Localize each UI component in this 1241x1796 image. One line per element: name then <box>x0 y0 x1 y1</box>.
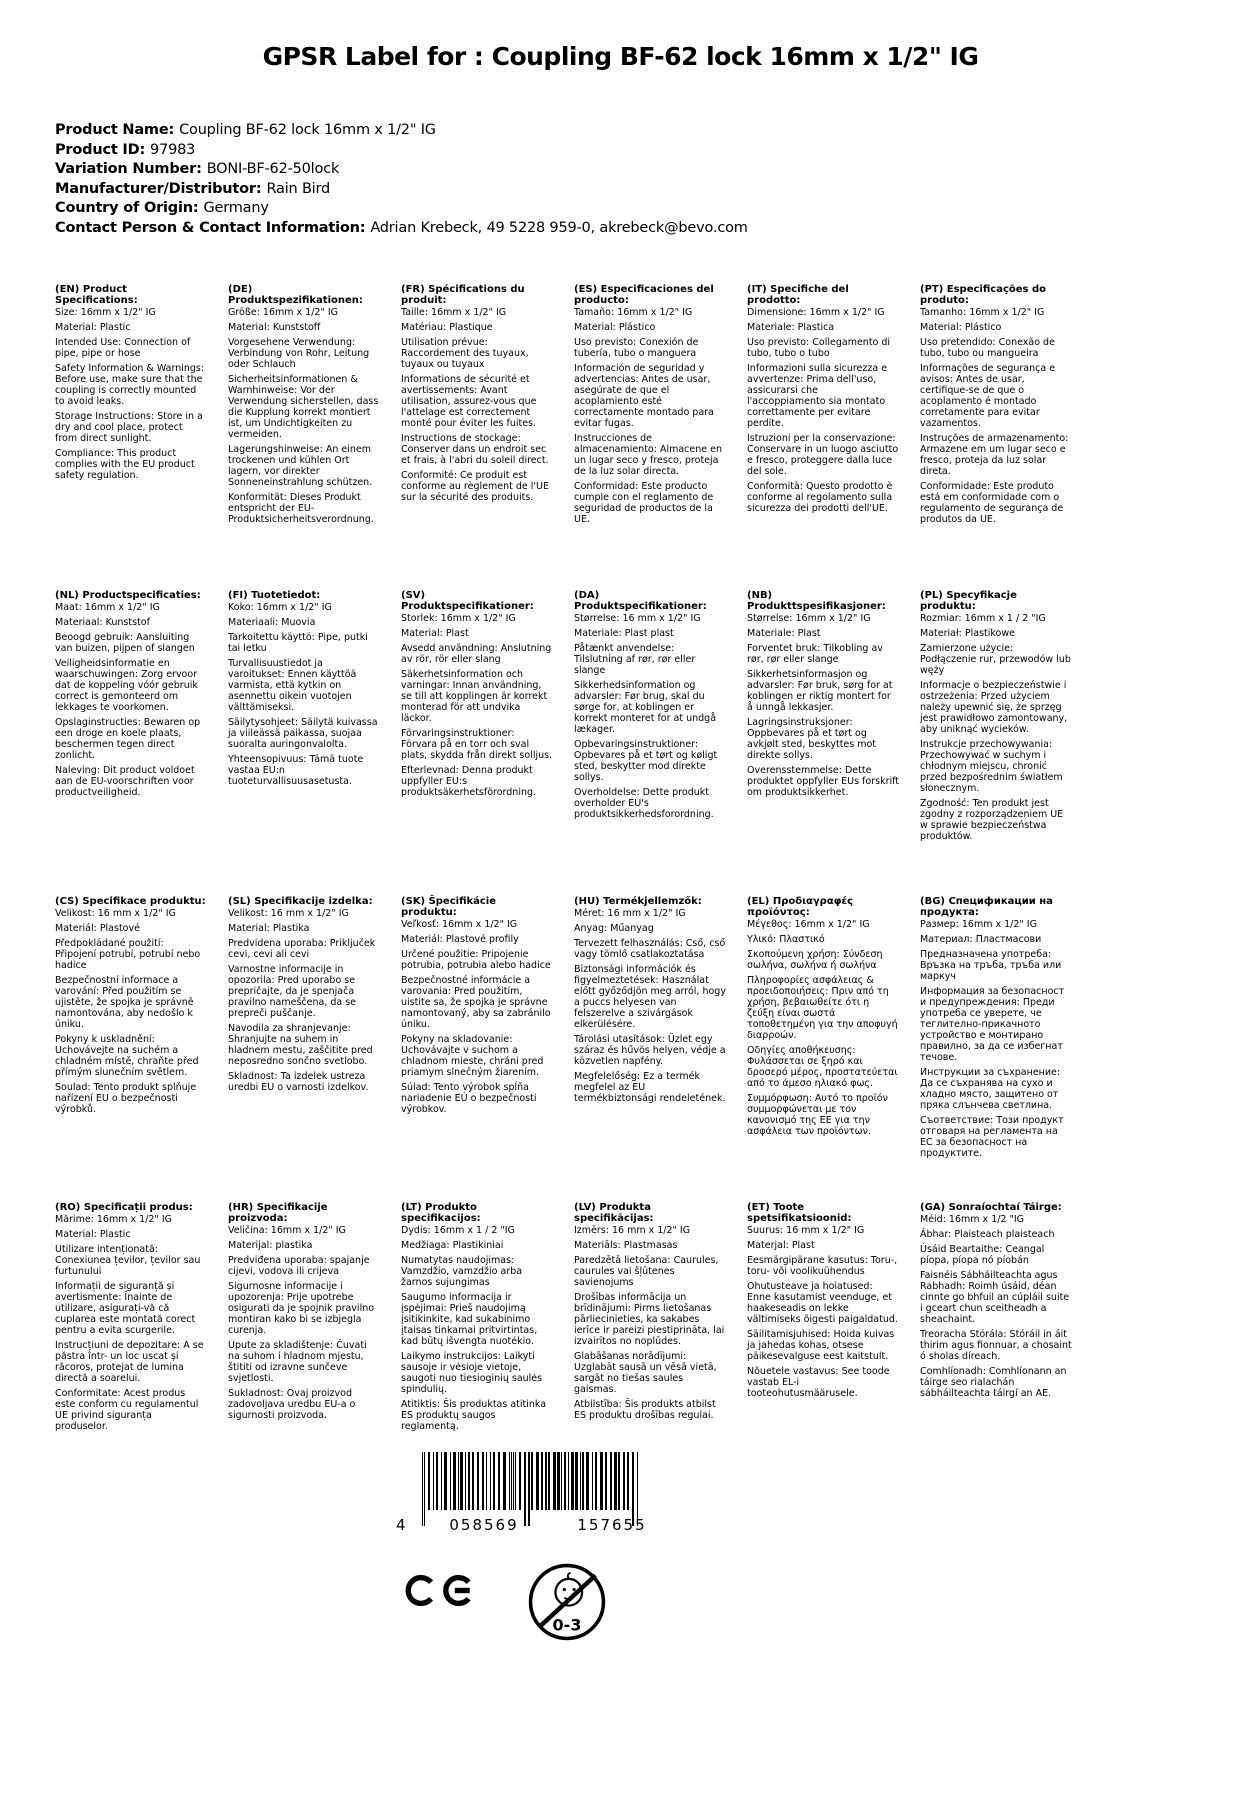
spec-line: Информация за безопасност и предупреждения: Преди употреба се уверете, че теглително-прикачното устройство е монтирано правилно, за да се избегнат течове. <box>920 986 1065 1063</box>
barcode-bar <box>519 1452 521 1510</box>
spec-line: Utilizare intenționată: Conexiunea țevilor, țevilor sau furtunului <box>55 1244 201 1277</box>
spec-line: Vorgesehene Verwendung: Verbindung von Rohr, Leitung oder Schlauch <box>228 337 370 370</box>
spec-line: Size: 16mm x 1/2" IG <box>55 307 156 318</box>
spec-line: Conformità: Questo prodotto è conforme al regolamento sulla sicurezza dei prodotti dell'UE. <box>747 481 893 514</box>
spec-line: Información de seguridad y advertencias: Antes de usar, asegúrate de que el acoplamiento esté correctamente montado para evitar fugas. <box>574 363 714 429</box>
spec-block-title: (DA) Produktspecifikationer: <box>574 590 707 612</box>
spec-line: Sikkerhedsinformation og advarsler: Før brug, skal du sørge for, at koblingen er korrekt monteret for at undgå lækager. <box>574 680 717 735</box>
barcode-bar <box>605 1452 607 1510</box>
spec-line: Storlek: 16mm x 1/2" IG <box>401 613 516 624</box>
spec-line: Informations de sécurité et avertissements: Avant utilisation, assurez-vous que l'attelage est correctement monté pour éviter les fuites. <box>401 374 537 429</box>
spec-line: Instructions de stockage: Conserver dans un endroit sec et frais, à l'abri du soleil direct. <box>401 433 549 466</box>
product-info-label: Product ID: <box>55 141 146 158</box>
spec-line: Tamanho: 16mm x 1/2" IG <box>920 307 1045 318</box>
barcode-bar <box>536 1452 539 1510</box>
product-info-value: Rain Bird <box>266 180 331 197</box>
spec-line: Méid: 16mm x 1/2 "IG <box>920 1214 1025 1225</box>
spec-line: Materiál: Plastové <box>55 923 140 934</box>
spec-line: Съответствие: Този продукт отговаря на регламента на ЕС за безопасност на продуктите. <box>920 1115 1064 1159</box>
spec-line: Material: Plástico <box>920 322 1002 333</box>
spec-line: Glabāšanas norādījumi: Uzglabāt sausā un vēsā vietā, sargāt no tiešas saules gaismas. <box>574 1351 717 1395</box>
spec-line: Suurus: 16 mm x 1/2" IG <box>747 1225 865 1236</box>
spec-line: Velikost: 16 mm x 1/2" IG <box>55 908 176 919</box>
barcode-bar <box>453 1452 456 1510</box>
spec-line: Ábhar: Plaisteach plaisteach <box>920 1229 1055 1240</box>
spec-line: Izmērs: 16 mm x 1/2" IG <box>574 1225 691 1236</box>
spec-line: Uso pretendido: Conexão de tubo, tubo ou mangueira <box>920 337 1055 359</box>
barcode-bar <box>614 1452 617 1510</box>
barcode-bar <box>600 1452 603 1510</box>
spec-block-ro <box>55 1202 207 1432</box>
product-info-row <box>55 180 1241 200</box>
spec-line: Istruzioni per la conservazione: Conservare in un luogo asciutto e fresco, proteggere dalla luce del sole. <box>747 433 899 477</box>
spec-line: Predviđena uporaba: spajanje cijevi, vodova ili crijeva <box>228 1255 370 1277</box>
product-info-label: Contact Person & Contact Information: <box>55 219 366 236</box>
spec-line: Förvaringsinstruktioner: Förvara på en torr och sval plats, skydda från direkt solljus. <box>401 728 553 761</box>
product-info-label: Country of Origin: <box>55 200 199 216</box>
barcode-bar <box>632 1452 634 1526</box>
spec-line: Nõuetele vastavus: See toode vastab EL-i tooteohutusmäärusele. <box>747 1366 890 1399</box>
spec-block-title: (NB) Produkttspesifikasjoner: <box>747 590 886 612</box>
spec-line: Conformité: Ce produit est conforme au règlement de l'UE sur la sécurité des produits. <box>401 470 549 503</box>
spec-line: Größe: 16mm x 1/2" IG <box>228 307 339 318</box>
spec-line: Conformidad: Este producto cumple con el reglamento de seguridad de productos de la UE. <box>574 481 714 525</box>
spec-line: Sikkerhetsinformasjon og advarsler: Før bruk, sørg for at koblingen er riktig montert for å unngå lekkasjer. <box>747 669 893 713</box>
barcode-bar <box>486 1452 487 1510</box>
barcode-bar <box>433 1452 434 1510</box>
spec-line: Varnostne informacije in opozorila: Pred uporabo se prepričajte, da je spenjača pravilno nameščena, da se prepreči puščanje. <box>228 964 357 1019</box>
spec-block-title: (ES) Especificaciones del producto: <box>574 284 714 306</box>
spec-block-lt <box>401 1202 553 1432</box>
barcode-bar <box>595 1452 597 1510</box>
spec-line: Úsáid Beartaithe: Ceangal píopa, píopa nó píobán <box>920 1244 1045 1266</box>
spec-block-title: (LT) Produkto specifikacijos: <box>401 1202 481 1224</box>
spec-line: Instrucciones de almacenamiento: Almacene en un lugar seco y fresco, proteja de la luz solar directa. <box>574 433 722 477</box>
spec-line: Informacje o bezpieczeństwie i ostrzeżenia: Przed użyciem należy upewnić się, że sprzęg jest prawidłowo zamontowany, aby uniknąć wycieków. <box>920 680 1068 735</box>
spec-line: Material: Plast <box>401 628 469 639</box>
spec-line: Yhteensopivuus: Tämä tuote vastaa EU:n tuoteturvallisuusasetusta. <box>228 754 364 787</box>
spec-line: Skladnost: Ta izdelek ustreza uredbi EU o varnosti izdelkov. <box>228 1071 369 1093</box>
spec-block-title: (SL) Specifikacije izdelka: <box>228 896 373 907</box>
barcode-bar <box>472 1452 474 1510</box>
spec-block-title: (PT) Especificações do produto: <box>920 284 1046 306</box>
spec-line: Materiale: Plast plast <box>574 628 674 639</box>
spec-line: Veličina: 16mm x 1/2" IG <box>228 1225 346 1236</box>
barcode-bar <box>458 1452 459 1510</box>
barcode-bar <box>444 1452 447 1510</box>
spec-block-hu <box>574 896 726 1202</box>
barcode-bar <box>568 1452 569 1510</box>
spec-line: Anyag: Műanyag <box>574 923 654 934</box>
barcode-bar <box>557 1452 560 1510</box>
spec-block-title: (CS) Specifikace produktu: <box>55 896 206 907</box>
spec-block-en <box>55 284 207 590</box>
spec-block-title: (NL) Productspecificaties: <box>55 590 201 601</box>
barcode-bar <box>618 1452 620 1510</box>
barcode-bar <box>511 1452 512 1510</box>
barcode-bar <box>575 1452 578 1510</box>
spec-line: Overensstemmelse: Dette produktet oppfyller EUs forskrift om produktsikkerhet. <box>747 765 900 798</box>
spec-line: Tamaño: 16mm x 1/2" IG <box>574 307 693 318</box>
barcode-bar <box>637 1452 638 1526</box>
spec-block-title: (PL) Specyfikacje produktu: <box>920 590 1017 612</box>
spec-line: Atbilstība: Šis produkts atbilst ES produktu drošības regulai. <box>574 1399 716 1421</box>
spec-line: Intended Use: Connection of pipe, pipe or hose <box>55 337 191 359</box>
spec-line: Materiał: Plastikowe <box>920 628 1015 639</box>
spec-block-title: (ET) Toote spetsifikatsioonid: <box>747 1202 852 1224</box>
product-info-value: 97983 <box>150 141 196 158</box>
spec-block-ga <box>920 1202 1072 1432</box>
spec-line: Avsedd användning: Anslutning av rör, rör eller slang <box>401 643 552 665</box>
spec-line: Maat: 16mm x 1/2" IG <box>55 602 160 613</box>
barcode-bar <box>515 1452 516 1510</box>
spec-block-nl <box>55 590 207 896</box>
spec-line: Mărime: 16mm x 1/2" IG <box>55 1214 172 1225</box>
spec-line: Material: Plastic <box>55 1229 131 1240</box>
product-info-label: Variation Number: <box>55 161 202 177</box>
barcode-bar <box>460 1452 463 1510</box>
spec-line: Οδηγίες αποθήκευσης: Φυλάσσεται σε ξηρό και δροσερό μέρος, προστατεύεται από το άμεσο ηλιακό φως. <box>747 1045 898 1089</box>
spec-block-hr <box>228 1202 380 1432</box>
barcode-bar <box>545 1452 547 1510</box>
barcode-bar <box>490 1452 491 1510</box>
spec-grid <box>55 284 1241 1432</box>
spec-line: Faisnéis Sábháilteachta agus Rabhadh: Roimh úsáid, déan cinnte go bhfuil an cúpláil suite i gceart chun sceitheadh a sheachaint. <box>920 1270 1070 1325</box>
spec-line: Materiale: Plastica <box>747 322 835 333</box>
barcode-bar <box>571 1452 574 1510</box>
ce-mark-icon <box>405 1574 473 1607</box>
barcode-bar <box>623 1452 625 1510</box>
spec-line: Säkerhetsinformation och varningar: Innan användning, se till att kopplingen är korrekt monterad för att undvika läckor. <box>401 669 548 724</box>
spec-block-lv <box>574 1202 726 1432</box>
spec-block-es <box>574 284 726 590</box>
spec-line: Ohutusteave ja hoiatused: Enne kasutamist veenduge, et haakeseadis on lekke vältimiseks õigesti paigaldatud. <box>747 1281 898 1325</box>
spec-line: Paredzētā lietošana: Caurules, caurules vai šļūtenes savienojums <box>574 1255 719 1288</box>
spec-block-title: (IT) Specifiche del prodotto: <box>747 284 849 306</box>
spec-line: Säilytysohjeet: Säilytä kuivassa ja viileässä paikassa, suojaa suoralta auringonvalolta. <box>228 717 378 750</box>
spec-line: Saugumo informacija ir įspėjimai: Prieš naudojimą įsitikinkite, kad sukabinimo įtaisas tinkamai pritvirtintas, kad būtų išvengta nuotėkio. <box>401 1292 538 1347</box>
barcode-bar <box>482 1452 484 1510</box>
bottom-area <box>0 1452 1241 1642</box>
barcode-left-digit: 4 <box>396 1516 406 1534</box>
barcode-group-1: 058569 <box>449 1516 519 1534</box>
spec-line: Σκοπούμενη χρήση: Σύνδεση σωλήνα, σωλήνα ή σωλήνα <box>747 949 883 971</box>
barcode-bar <box>592 1452 593 1510</box>
product-info-label: Product Name: <box>55 122 175 138</box>
spec-line: Materiaal: Kunststof <box>55 617 150 628</box>
spec-block-sk <box>401 896 553 1202</box>
spec-block-title: (EN) Product Specifications: <box>55 284 138 306</box>
spec-line: Størrelse: 16 mm x 1/2" IG <box>574 613 701 624</box>
spec-line: Veiligheidsinformatie en waarschuwingen: Zorg ervoor dat de koppeling vóór gebruik correct is gemonteerd om lekkages te voorkomen. <box>55 658 198 713</box>
spec-line: Πληροφορίες ασφάλειας & προειδοποιήσεις: Πριν από τη χρήση, βεβαιωθείτε ότι η ζεύξη είναι σωστά τοποθετημένη για την αποφυγή διαρροών. <box>747 975 898 1041</box>
spec-line: Naleving: Dit product voldoet aan de EU-voorschriften voor productveiligheid. <box>55 765 195 798</box>
spec-block-title: (HU) Termékjellemzők: <box>574 896 702 907</box>
spec-line: Megfelelőség: Ez a termék megfelel az EU termékbiztonsági rendeletének. <box>574 1071 726 1104</box>
product-info-value: BONI-BF-62-50lock <box>206 161 340 177</box>
spec-line: Materiál: Plastové profily <box>401 934 519 945</box>
spec-block-de <box>228 284 380 590</box>
spec-line: Conformidade: Este produto está em conformidade com o regulamento de segurança de produtos da UE. <box>920 481 1064 525</box>
spec-line: Taille: 16mm x 1/2" IG <box>401 307 507 318</box>
barcode-bar <box>450 1452 451 1510</box>
spec-line: Upute za skladištenje: Čuvati na suhom i hladnom mjestu, štititi od izravne sunčeve svjetlosti. <box>228 1340 367 1384</box>
barcode-bar <box>528 1452 530 1526</box>
spec-line: Forventet bruk: Tilkobling av rør, rør eller slange <box>747 643 883 665</box>
spec-block-title: (FR) Spécifications du produit: <box>401 284 525 306</box>
compliance-marks <box>405 1562 1241 1642</box>
barcode-bar <box>477 1452 479 1510</box>
spec-line: Υλικό: Πλαστικό <box>747 934 825 945</box>
barcode-bar <box>424 1452 425 1526</box>
spec-line: Turvallisuustiedot ja varoitukset: Ennen käyttöä varmista, että kytkin on asennettu oikein vuotojen välttämiseksi. <box>228 658 357 713</box>
barcode-bar <box>564 1452 566 1510</box>
barcode-bar <box>465 1452 466 1510</box>
product-info <box>55 121 1241 238</box>
barcode-bar <box>610 1452 612 1510</box>
spec-line: Súlad: Tento výrobok spĺňa nariadenie EÚ o bezpečnosti výrobkov. <box>401 1082 537 1115</box>
product-info-row <box>55 219 1241 239</box>
spec-line: Tarkoitettu käyttö: Pipe, putki tai letku <box>228 632 368 654</box>
spec-line: Dimensione: 16mm x 1/2" IG <box>747 307 885 318</box>
spec-line: Uso previsto: Conexión de tubería, tubo o manguera <box>574 337 699 359</box>
spec-block-title: (BG) Спецификации на продукта: <box>920 896 1053 918</box>
spec-line: Material: Plastika <box>228 923 310 934</box>
spec-block-fi <box>228 590 380 896</box>
barcode-bar <box>498 1452 500 1510</box>
spec-block-sl <box>228 896 380 1202</box>
spec-block-title: (LV) Produkta specifikācijas: <box>574 1202 654 1224</box>
spec-line: Koko: 16mm x 1/2" IG <box>228 602 332 613</box>
spec-block-sv <box>401 590 553 896</box>
barcode-bar <box>580 1452 581 1510</box>
age-warning-icon <box>527 1562 607 1642</box>
spec-line: Comhlíonadh: Comhlíonann an táirge seo rialachán sábháilteachta táirgí an AE. <box>920 1366 1067 1399</box>
spec-line: Pokyny k uskladnění: Uchovávejte na suchém a chladném místě, chraňte před přímým slunečním světlem. <box>55 1034 199 1078</box>
product-info-value: Adrian Krebeck, 49 5228 959-0, akrebeck@bevo.com <box>370 219 748 236</box>
spec-line: Materijal: plastika <box>228 1240 313 1251</box>
spec-line: Veľkosť: 16mm x 1/2" IG <box>401 919 518 930</box>
spec-line: Predvidena uporaba: Priključek cevi, cevi ali cevi <box>228 938 376 960</box>
barcode-bar <box>531 1452 533 1510</box>
spec-line: Informații de siguranță și avertismente: Înainte de utilizare, asigurați-vă că cuplarea este montată corect pentru a evita scurgerile. <box>55 1281 196 1336</box>
spec-line: Предназначена употреба: Връзка на тръба, тръба или маркуч <box>920 949 1062 982</box>
spec-line: Lagerungshinweise: An einem trockenen und kühlen Ort lagern, vor direkter Sonneneinstrahlung schützen. <box>228 444 373 488</box>
spec-line: Materiale: Plast <box>747 628 821 639</box>
spec-line: Material: Plástico <box>574 322 656 333</box>
barcode-bar <box>524 1452 526 1526</box>
spec-line: Compliance: This product complies with the EU product safety regulation. <box>55 448 195 481</box>
spec-line: Beoogd gebruik: Aansluiting van buizen, pijpen of slangen <box>55 632 195 654</box>
barcode-bar <box>441 1452 442 1510</box>
spec-line: Informações de segurança e avisos: Antes de usar, certifique-se de que o acoplamento é montado corretamente para evitar vazamentos. <box>920 363 1056 429</box>
spec-line: Sukladnost: Ovaj proizvod zadovoljava uredbu EU-a o sigurnosti proizvoda. <box>228 1388 356 1421</box>
spec-line: Material: Kunststoff <box>228 322 321 333</box>
spec-line: Drošības informācija un brīdinājumi: Pirms lietošanas pārliecinieties, ka sakabes ierīce ir pareizi piestiprināta, lai izvairītos no noplūdes. <box>574 1292 725 1347</box>
spec-line: Bezpečnostné informácie a varovania: Pred použitím, uistite sa, že spojka je správne namontovaný, aby sa zabránilo úniku. <box>401 975 551 1030</box>
spec-line: Instruções de armazenamento: Armazene em um lugar seco e fresco, proteja da luz solar direta. <box>920 433 1069 477</box>
barcode-numbers <box>396 1516 676 1534</box>
spec-line: Treoracha Stórála: Stóráil in áit thirim agus fionnuar, a chosaint ó sholas díreach. <box>920 1329 1072 1362</box>
spec-block-cs <box>55 896 207 1202</box>
spec-block-title: (HR) Specifikacije proizvoda: <box>228 1202 328 1224</box>
spec-line: Eesmärgipärane kasutus: Toru-, toru- või voolikuühendus <box>747 1255 898 1277</box>
spec-block-title: (RO) Specificații produs: <box>55 1202 193 1213</box>
product-info-row <box>55 160 1241 180</box>
spec-line: Informazioni sulla sicurezza e avvertenze: Prima dell'uso, assicurarsi che l'accoppiamento sia montato correttamente per evitare perdite. <box>747 363 888 429</box>
spec-line: Materiāls: Plastmasas <box>574 1240 678 1251</box>
spec-line: Säilitamisjuhised: Hoida kuivas ja jahedas kohas, otsese päikesevalguse eest kaitstult. <box>747 1329 895 1362</box>
spec-line: Материал: Пластмасови <box>920 934 1042 945</box>
spec-block-da <box>574 590 726 896</box>
barcode-bar <box>503 1452 506 1510</box>
spec-block-nb <box>747 590 899 896</box>
barcode-bar <box>627 1452 629 1510</box>
spec-line: Méret: 16 mm x 1/2" IG <box>574 908 686 919</box>
spec-line: Materiaali: Muovia <box>228 617 316 628</box>
spec-line: Conformitate: Acest produs este conform cu regulamentul UE privind siguranța produselor. <box>55 1388 199 1432</box>
product-info-value: Germany <box>203 200 269 216</box>
spec-block-el <box>747 896 899 1202</box>
spec-line: Размер: 16mm x 1/2" IG <box>920 919 1037 930</box>
spec-line: Sigurnosne informacije i upozorenja: Prije upotrebe osigurati da je spojnik pravilno montiran kako bi se izbjegla curenja. <box>228 1281 375 1336</box>
spec-line: Instrucțiuni de depozitare: A se păstra într- un loc uscat și răcoros, protejat de lumina directă a soarelui. <box>55 1340 204 1384</box>
spec-line: Předpokládané použití: Připojení potrubí, potrubí nebo hadice <box>55 938 201 971</box>
barcode-bar <box>428 1452 430 1510</box>
spec-line: Laikymo instrukcijos: Laikyti sausoje ir vėsioje vietoje, saugoti nuo tiesioginių saulės spindulių. <box>401 1351 543 1395</box>
spec-line: Opbevaringsinstruktioner: Opbevares på et tørt og køligt sted, beskytter mod direkte sollys. <box>574 739 718 783</box>
product-info-row <box>55 199 1241 219</box>
spec-block-bg <box>920 896 1072 1202</box>
spec-block-fr <box>401 284 553 590</box>
barcode-bar <box>436 1452 438 1510</box>
spec-line: Uso previsto: Collegamento di tubo, tubo o tubo <box>747 337 891 359</box>
spec-block-title: (SV) Produktspecifikationer: <box>401 590 534 612</box>
barcode-bar <box>548 1452 550 1510</box>
spec-line: Zamierzone użycie: Podłączenie rur, przewodów lub węży <box>920 643 1071 676</box>
spec-line: Rozmiar: 16mm x 1 / 2 "IG <box>920 613 1046 624</box>
age-warning-label: 0-3 <box>552 1615 582 1635</box>
spec-block-pl <box>920 590 1072 896</box>
spec-block-title: (FI) Tuotetiedot: <box>228 590 321 601</box>
spec-line: Atitiktis: Šis produktas atitinka ES produktų saugos reglamentą. <box>401 1399 547 1432</box>
spec-line: Soulad: Tento produkt splňuje nařízení EU o bezpečnosti výrobků. <box>55 1082 197 1115</box>
spec-line: Opslaginstructies: Bewaren op een droge en koele plaats, beschermen tegen direct zonlicht. <box>55 717 201 761</box>
page-title: GPSR Label for : Coupling BF-62 lock 16mm x 1/2" IG <box>262 42 979 71</box>
barcode-bar <box>582 1452 584 1510</box>
spec-block-title: (SK) Špecifikácie produktu: <box>401 896 497 918</box>
barcode-bar <box>561 1452 562 1510</box>
spec-line: Materjal: Plast <box>747 1240 815 1251</box>
barcode-bar <box>493 1452 495 1510</box>
product-info-label: Manufacturer/Distributor: <box>55 180 262 197</box>
spec-line: Overholdelse: Dette produkt overholder EU's produktsikkerhedsforordning. <box>574 787 714 820</box>
barcode-group-2: 157655 <box>577 1516 647 1534</box>
barcode-bar <box>468 1452 470 1510</box>
spec-line: Dydis: 16mm x 1 / 2 "IG <box>401 1225 515 1236</box>
spec-line: Lagringsinstruksjoner: Oppbevares på et tørt og avkjølt sted, beskyttes mot direkte sollys. <box>747 717 877 761</box>
spec-line: Konformität: Dieses Produkt entspricht der EU-Produktsicherheitsverordnung. <box>228 492 374 525</box>
spec-line: Biztonsági információk és figyelmeztetések: Használat előtt győződjön meg arról, hogy a puccs helyesen van felszerelve a szivárgások elkerülésére. <box>574 964 726 1030</box>
spec-line: Μέγεθος: 16mm x 1/2" IG <box>747 919 870 930</box>
spec-line: Størrelse: 16mm x 1/2" IG <box>747 613 871 624</box>
spec-block-title: (EL) Προδιαγραφές προϊόντος: <box>747 896 854 918</box>
spec-block-title: (DE) Produktspezifikationen: <box>228 284 363 306</box>
barcode-bar <box>553 1452 556 1510</box>
spec-line: Matériau: Plastique <box>401 322 493 333</box>
spec-line: Velikost: 16 mm x 1/2" IG <box>228 908 349 919</box>
spec-line: Utilisation prévue: Raccordement des tuyaux, tuyaux ou tuyaux <box>401 337 529 370</box>
spec-line: Bezpečnostní informace a varování: Před použitím se ujistěte, že spojka je správně namontována, aby nedošlo k úniku. <box>55 975 194 1030</box>
spec-line: Tárolási utasítások: Üzlet egy száraz és hűvös helyen, védje a közvetlen napfény. <box>574 1034 726 1067</box>
spec-line: Инструкции за съхранение: Да се съхранява на сухо и хладно място, защитено от пряка слънчева светлина. <box>920 1067 1061 1111</box>
spec-block-title: (GA) Sonraíochtaí Táirge: <box>920 1202 1062 1213</box>
spec-line: Medžiaga: Plastikiniai <box>401 1240 504 1251</box>
spec-line: Navodila za shranjevanje: Shranjujte na suhem in hladnem mestu, zaščitite pred neposredno sončno svetlobo. <box>228 1023 373 1067</box>
barcode <box>396 1452 676 1534</box>
product-info-value: Coupling BF-62 lock 16mm x 1/2" IG <box>179 122 436 138</box>
barcode-bar <box>509 1452 510 1510</box>
spec-line: Συμμόρφωση: Αυτό το προϊόν συμμορφώνεται με τον κανονισμό της ΕΕ για την ασφάλεια των προϊόντων. <box>747 1093 888 1137</box>
spec-block-it <box>747 284 899 590</box>
product-info-row <box>55 141 1241 161</box>
spec-line: Safety Information & Warnings: Before use, make sure that the coupling is correctly mounted to avoid leaks. <box>55 363 205 407</box>
spec-line: Material: Plastic <box>55 322 131 333</box>
spec-line: Instrukcje przechowywania: Przechowywać w suchym i chłodnym miejscu, chronić przed bezpośrednim światłem słonecznym. <box>920 739 1063 794</box>
spec-block-pt <box>920 284 1072 590</box>
spec-line: Tervezett felhasználás: Cső, cső vagy tömlő csatlakoztatása <box>574 938 726 960</box>
spec-block-et <box>747 1202 899 1432</box>
barcode-bar <box>541 1452 543 1510</box>
spec-line: Påtænkt anvendelse: Tilslutning af rør, rør eller slange <box>574 643 696 676</box>
spec-line: Efterlevnad: Denna produkt uppfyller EU:s produktsäkerhetsförordning. <box>401 765 537 798</box>
barcode-bar <box>513 1452 514 1510</box>
barcode-bar <box>422 1452 423 1526</box>
spec-line: Zgodność: Ten produkt jest zgodny z rozporządzeniem UE w sprawie bezpieczeństwa produktów. <box>920 798 1064 842</box>
spec-line: Numatytas naudojimas: Vamzdžio, vamzdžio arba žarnos sujungimas <box>401 1255 523 1288</box>
spec-line: Sicherheitsinformationen & Warnhinweise: Vor der Verwendung sicherstellen, dass die Kupplung korrekt montiert ist, um Undichtigkeiten zu vermeiden. <box>228 374 379 440</box>
spec-line: Storage Instructions: Store in a dry and cool place, protect from direct sunlight. <box>55 411 203 444</box>
spec-line: Pokyny na skladovanie: Uchovávajte v suchom a chladnom mieste, chráni pred priamym slnečným žiarením. <box>401 1034 544 1078</box>
spec-line: Určené použitie: Pripojenie potrubia, potrubia alebo hadice <box>401 949 551 971</box>
product-info-row <box>55 121 1241 141</box>
barcode-bar <box>586 1452 589 1510</box>
